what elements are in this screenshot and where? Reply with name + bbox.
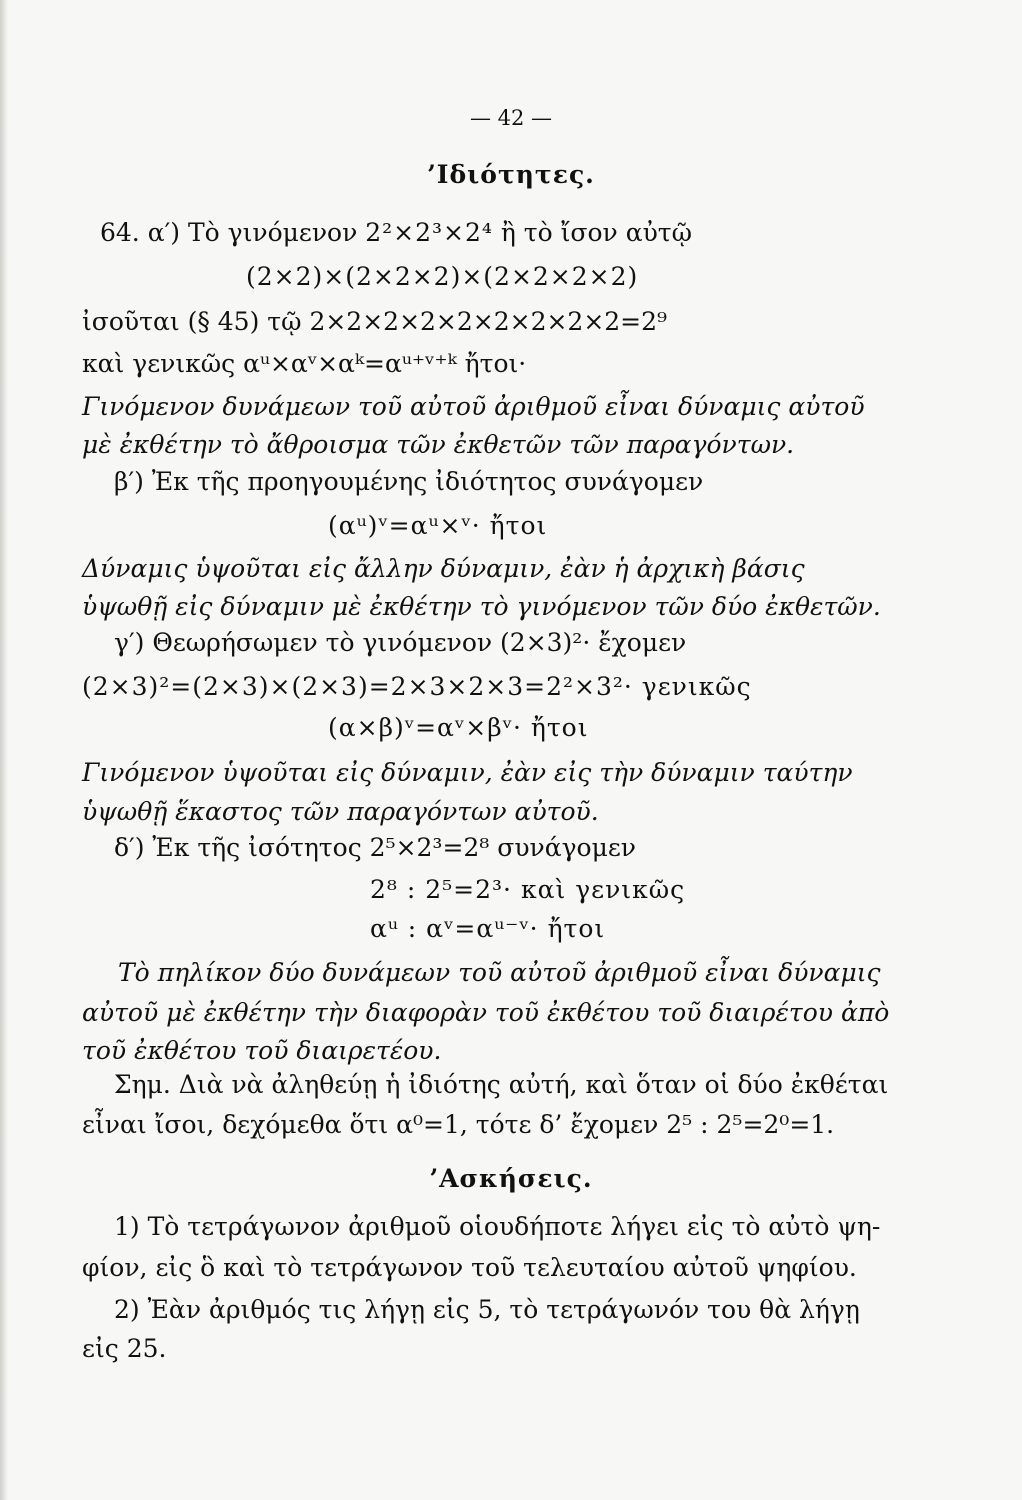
section-c-expansion: (2×3)²=(2×3)×(2×3)=2×3×2×3=2²×3²· γενικῶς <box>82 672 752 701</box>
section-d-formula-1: 2⁸ : 2⁵=2³· καὶ γενικῶς <box>370 875 686 904</box>
rule-1-line-1: Γινόμενον δυνάμεων τοῦ αὐτοῦ ἀριθμοῦ εἶναι δύναμις αὐτοῦ <box>82 392 865 421</box>
section-b-intro: β′) Ἐκ τῆς προηγουμένης ἰδιότητος συνάγομεν <box>114 467 704 496</box>
exercise-1-line-1: 1) Τὸ τετράγωνον ἀριθμοῦ οἱουδήποτε λήγει εἰς τὸ αὐτὸ ψη- <box>114 1212 881 1241</box>
section-d-intro: δ′) Ἐκ τῆς ἰσότητος 2⁵×2³=2⁸ συνάγομεν <box>114 833 636 862</box>
exercise-1-line-2: φίον, εἰς ὃ καὶ τὸ τετράγωνον τοῦ τελευταίου αὐτοῦ ψηφίου. <box>82 1253 857 1282</box>
section-c-intro: γ′) Θεωρήσωμεν τὸ γινόμενον (2×3)²· ἔχομεν <box>114 628 687 657</box>
scan-edge-shadow <box>0 0 8 1500</box>
section-b-formula: (αᵘ)ᵛ=αᵘ×ᵛ· ἤτοι <box>328 511 548 540</box>
equals-line: ἰσοῦται (§ 45) τῷ 2×2×2×2×2×2×2×2×2=2⁹ <box>82 307 668 336</box>
note-line-1: Σημ. Διὰ νὰ ἀληθεύῃ ἡ ἰδιότης αὐτή, καὶ ὅταν οἱ δύο ἐκθέται <box>114 1070 889 1099</box>
exercise-2-line-1: 2) Ἐὰν ἀριθμός τις λήγῃ εἰς 5, τὸ τετράγωνόν του θὰ λήγῃ <box>114 1295 860 1324</box>
rule-3-line-2: ὑψωθῇ ἕκαστος τῶν παραγόντων αὐτοῦ. <box>82 797 599 826</box>
rule-1-line-2: μὲ ἐκθέτην τὸ ἄθροισμα τῶν ἐκθετῶν τῶν παραγόντων. <box>82 430 795 459</box>
rule-2-line-2: ὑψωθῇ εἰς δύναμιν μὲ ἐκθέτην τὸ γινόμενον τῶν δύο ἐκθετῶν. <box>82 592 881 621</box>
section-d-formula-2: αᵘ : αᵛ=αᵘ⁻ᵛ· ἤτοι <box>370 914 606 943</box>
expanded-product: (2×2)×(2×2×2)×(2×2×2×2) <box>246 262 639 291</box>
heading-exercises: ’Ασκήσεις. <box>429 1164 593 1193</box>
rule-4-line-1: Τὸ πηλίκον δύο δυνάμεων τοῦ αὐτοῦ ἀριθμοῦ εἶναι δύναμις <box>118 958 881 987</box>
rule-2-line-1: Δύναμις ὑψοῦται εἰς ἄλλην δύναμιν, ἐὰν ἡ ἀρχικὴ βάσις <box>82 554 805 583</box>
rule-4-line-3: τοῦ ἐκθέτου τοῦ διαιρετέου. <box>82 1036 442 1065</box>
exercise-2-line-2: εἰς 25. <box>82 1334 167 1363</box>
section-64-expression: 2²×2³×2⁴ <box>365 218 493 247</box>
general-formula-1: καὶ γενικῶς αᵘ×αᵛ×αᵏ=αᵘ⁺ᵛ⁺ᵏ ἤτοι· <box>82 349 527 378</box>
rule-4-line-2: αὐτοῦ μὲ ἐκθέτην τὴν διαφορὰν τοῦ ἐκθέτου τοῦ διαιρέτου ἀπὸ <box>82 998 890 1027</box>
section-64-tail: ἢ τὸ ἴσον αὐτῷ <box>500 218 692 247</box>
rule-3-line-1: Γινόμενον ὑψοῦται εἰς δύναμιν, ἐὰν εἰς τὴν δύναμιν ταύτην <box>82 758 853 787</box>
section-64-intro <box>100 218 692 248</box>
section-c-formula: (α×β)ᵛ=αᵛ×βᵛ· ἤτοι <box>328 713 589 742</box>
section-64-label: 64. α′) Τὸ γινόμενον <box>100 218 358 247</box>
note-line-2: εἶναι ἴσοι, δεχόμεθα ὅτι α⁰=1, τότε δ’ ἔχομεν 2⁵ : 2⁵=2⁰=1. <box>82 1110 835 1139</box>
page-number: — 42 — <box>469 106 553 130</box>
heading-properties: ’Ιδιότητες. <box>427 160 595 189</box>
